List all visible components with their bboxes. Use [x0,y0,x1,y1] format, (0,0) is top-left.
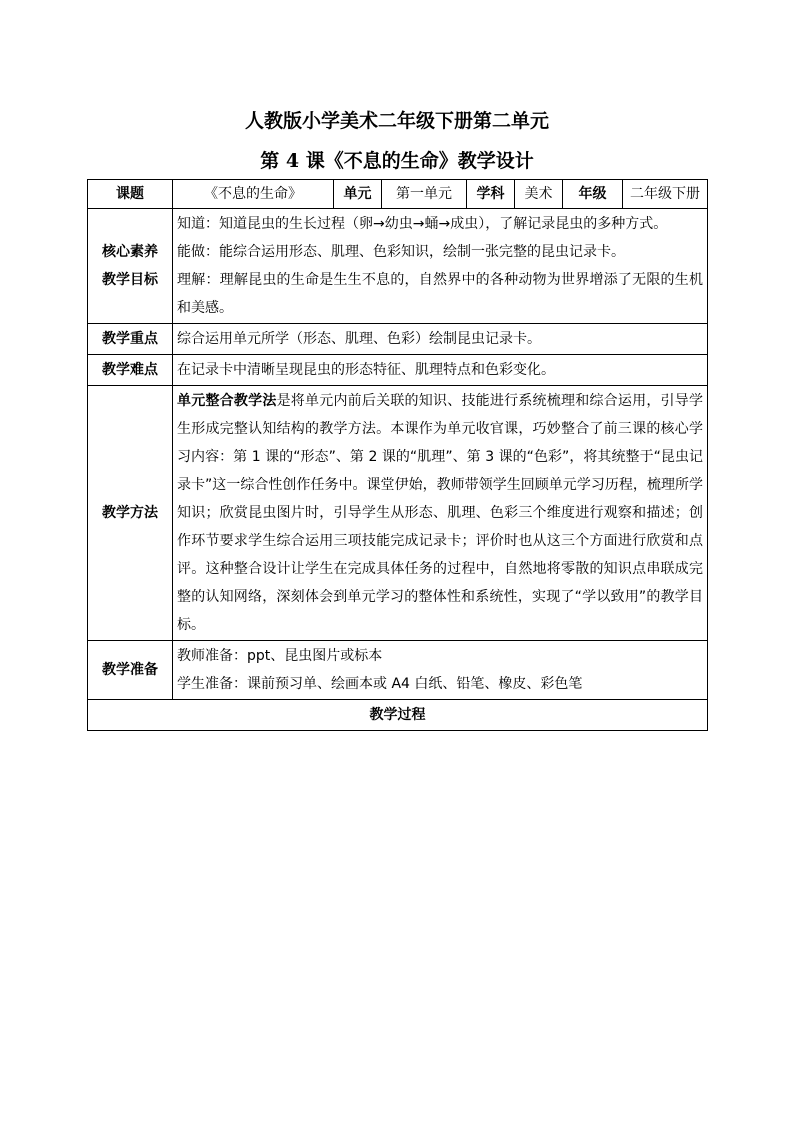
method-label: 教学方法 [88,386,173,641]
method-lead: 单元整合教学法 [177,393,277,409]
unit-value: 第一单元 [382,180,467,209]
process-label: 教学过程 [88,700,708,731]
goal-know: 知道：知道昆虫的生长过程（卵→幼虫→蛹→成虫），了解记录昆虫的多种方式。 [177,216,668,232]
goal-understand: 理解：理解昆虫的生命是生生不息的，自然界中的各种动物为世界增添了无限的生机和美感。 [177,272,703,316]
method-content [173,386,708,641]
topic-value: 《不息的生命》 [173,180,334,209]
difficulty-row [88,355,708,386]
prep-row [88,641,708,700]
prep-content [173,641,708,700]
process-row [88,700,708,731]
method-text: 是将单元内前后关联的知识、技能进行系统梳理和综合运用，引导学生形成完整认知结构的教学方法。本课作为单元收官课，巧妙整合了前三课的核心学习内容：第 1 课的“形态”、第 2 课的“肌理”、第 3 课的“色彩”，将其统整于“昆虫记录卡”这一综合性创作任务中。课堂伊始，教师带领学生回顾单元学习历程，梳理所学知识；欣赏昆虫图片时，引导学生从形态、肌理、色彩三个维度进行观察和描述；创作环节要求学生综合运用三项技能完成记录卡；评价时也从这三个方面进行欣赏和点评。这种整合设计让学生在完成具体任务的过程中，自然地将零散的知识点串联成完整的认知网络，深刻体会到单元学习的整体性和系统性，实现了“学以致用”的教学目标。 [177,393,704,633]
prep-label: 教学准备 [88,641,173,700]
prep-student: 学生准备：课前预习单、绘画本或 A4 白纸、铅笔、橡皮、彩色笔 [177,676,583,692]
key-point-row [88,324,708,355]
document-subtitle: 第 4 课《不息的生命》教学设计 [260,150,534,172]
method-paragraph [177,387,703,639]
prep-teacher: 教师准备：ppt、昆虫图片或标本 [177,648,383,664]
key-point-label: 教学重点 [88,324,173,355]
lesson-plan-table [87,179,708,731]
difficulty-text: 在记录卡中清晰呈现昆虫的形态特征、肌理特点和色彩变化。 [173,355,708,386]
goals-content [173,209,708,324]
grade-value: 二年级下册 [623,180,708,209]
goals-label: 核心素养 教学目标 [88,209,173,324]
difficulty-label: 教学难点 [88,355,173,386]
document-title: 人教版小学美术二年级下册第二单元 [244,110,549,132]
key-point-text: 综合运用单元所学（形态、肌理、色彩）绘制昆虫记录卡。 [173,324,708,355]
method-row [88,386,708,641]
topic-label: 课题 [88,180,173,209]
grade-label: 年级 [563,180,623,209]
subject-label: 学科 [467,180,515,209]
unit-label: 单元 [334,180,382,209]
info-row [88,180,708,209]
goals-row [88,209,708,324]
goal-can: 能做：能综合运用形态、肌理、色彩知识，绘制一张完整的昆虫记录卡。 [177,244,625,260]
subject-value: 美术 [515,180,563,209]
